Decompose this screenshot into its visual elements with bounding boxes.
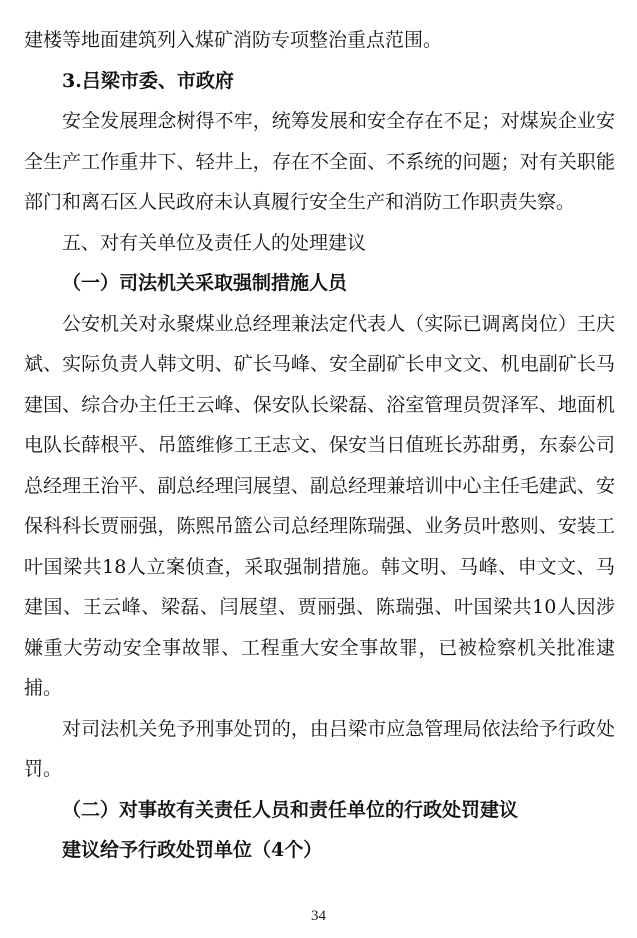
subheading-penalized-units: 建议给予行政处罚单位（4个） <box>62 839 323 861</box>
page-number: 34 <box>311 908 326 924</box>
paragraph-continuation: 建楼等地面建筑列入煤矿消防专项整治重点范围。 <box>24 29 443 51</box>
paragraph-lvliang-problems: 安全发展理念树得不牢，统筹发展和安全存在不足；对煤炭企业安全生产工作重井下、轻井上，存在不全面、不系统的问题；对有关职能部门和离石区人民政府未认真履行安全生产和消防工作职责失察。 <box>24 110 615 213</box>
paragraph-judicial-measures: 公安机关对永聚煤业总经理兼法定代表人（实际已调离岗位）王庆斌、实际负责人韩文明、矿长马峰、安全副矿长申文文、机电副矿长马建国、综合办主任王云峰、保安队长梁磊、浴室管理员贺泽军、地面机电队长薛根平、吊篮维修工王志文、保安当日值班长苏甜勇，东泰公司总经理王治平、副总经理闫展望、副总经理兼培训中心主任毛建武、安保科科长贾丽强，陈熙吊篮公司总经理陈瑞强、业务员叶憨则、安装工叶国梁共18人立案侦查，采取强制措施。韩文明、马峰、申文文、马建国、王云峰、梁磊、闫展望、贾丽强、陈瑞强、叶国梁共10人因涉嫌重大劳动安全事故罪、工程重大安全事故罪，已被检察机关批准逮捕。 <box>24 312 615 699</box>
subheading-lvliang-committee: 3.吕梁市委、市政府 <box>62 69 234 92</box>
subheading-administrative-suggestions: （二）对事故有关责任人员和责任单位的行政处罚建议 <box>62 798 519 821</box>
section-heading-handling-suggestions: 五、对有关单位及责任人的处理建议 <box>62 231 367 254</box>
paragraph-administrative-penalty: 对司法机关免予刑事处罚的，由吕梁市应急管理局依法给予行政处罚。 <box>24 717 615 780</box>
subheading-judicial-measures: （一）司法机关采取强制措施人员 <box>62 272 348 294</box>
